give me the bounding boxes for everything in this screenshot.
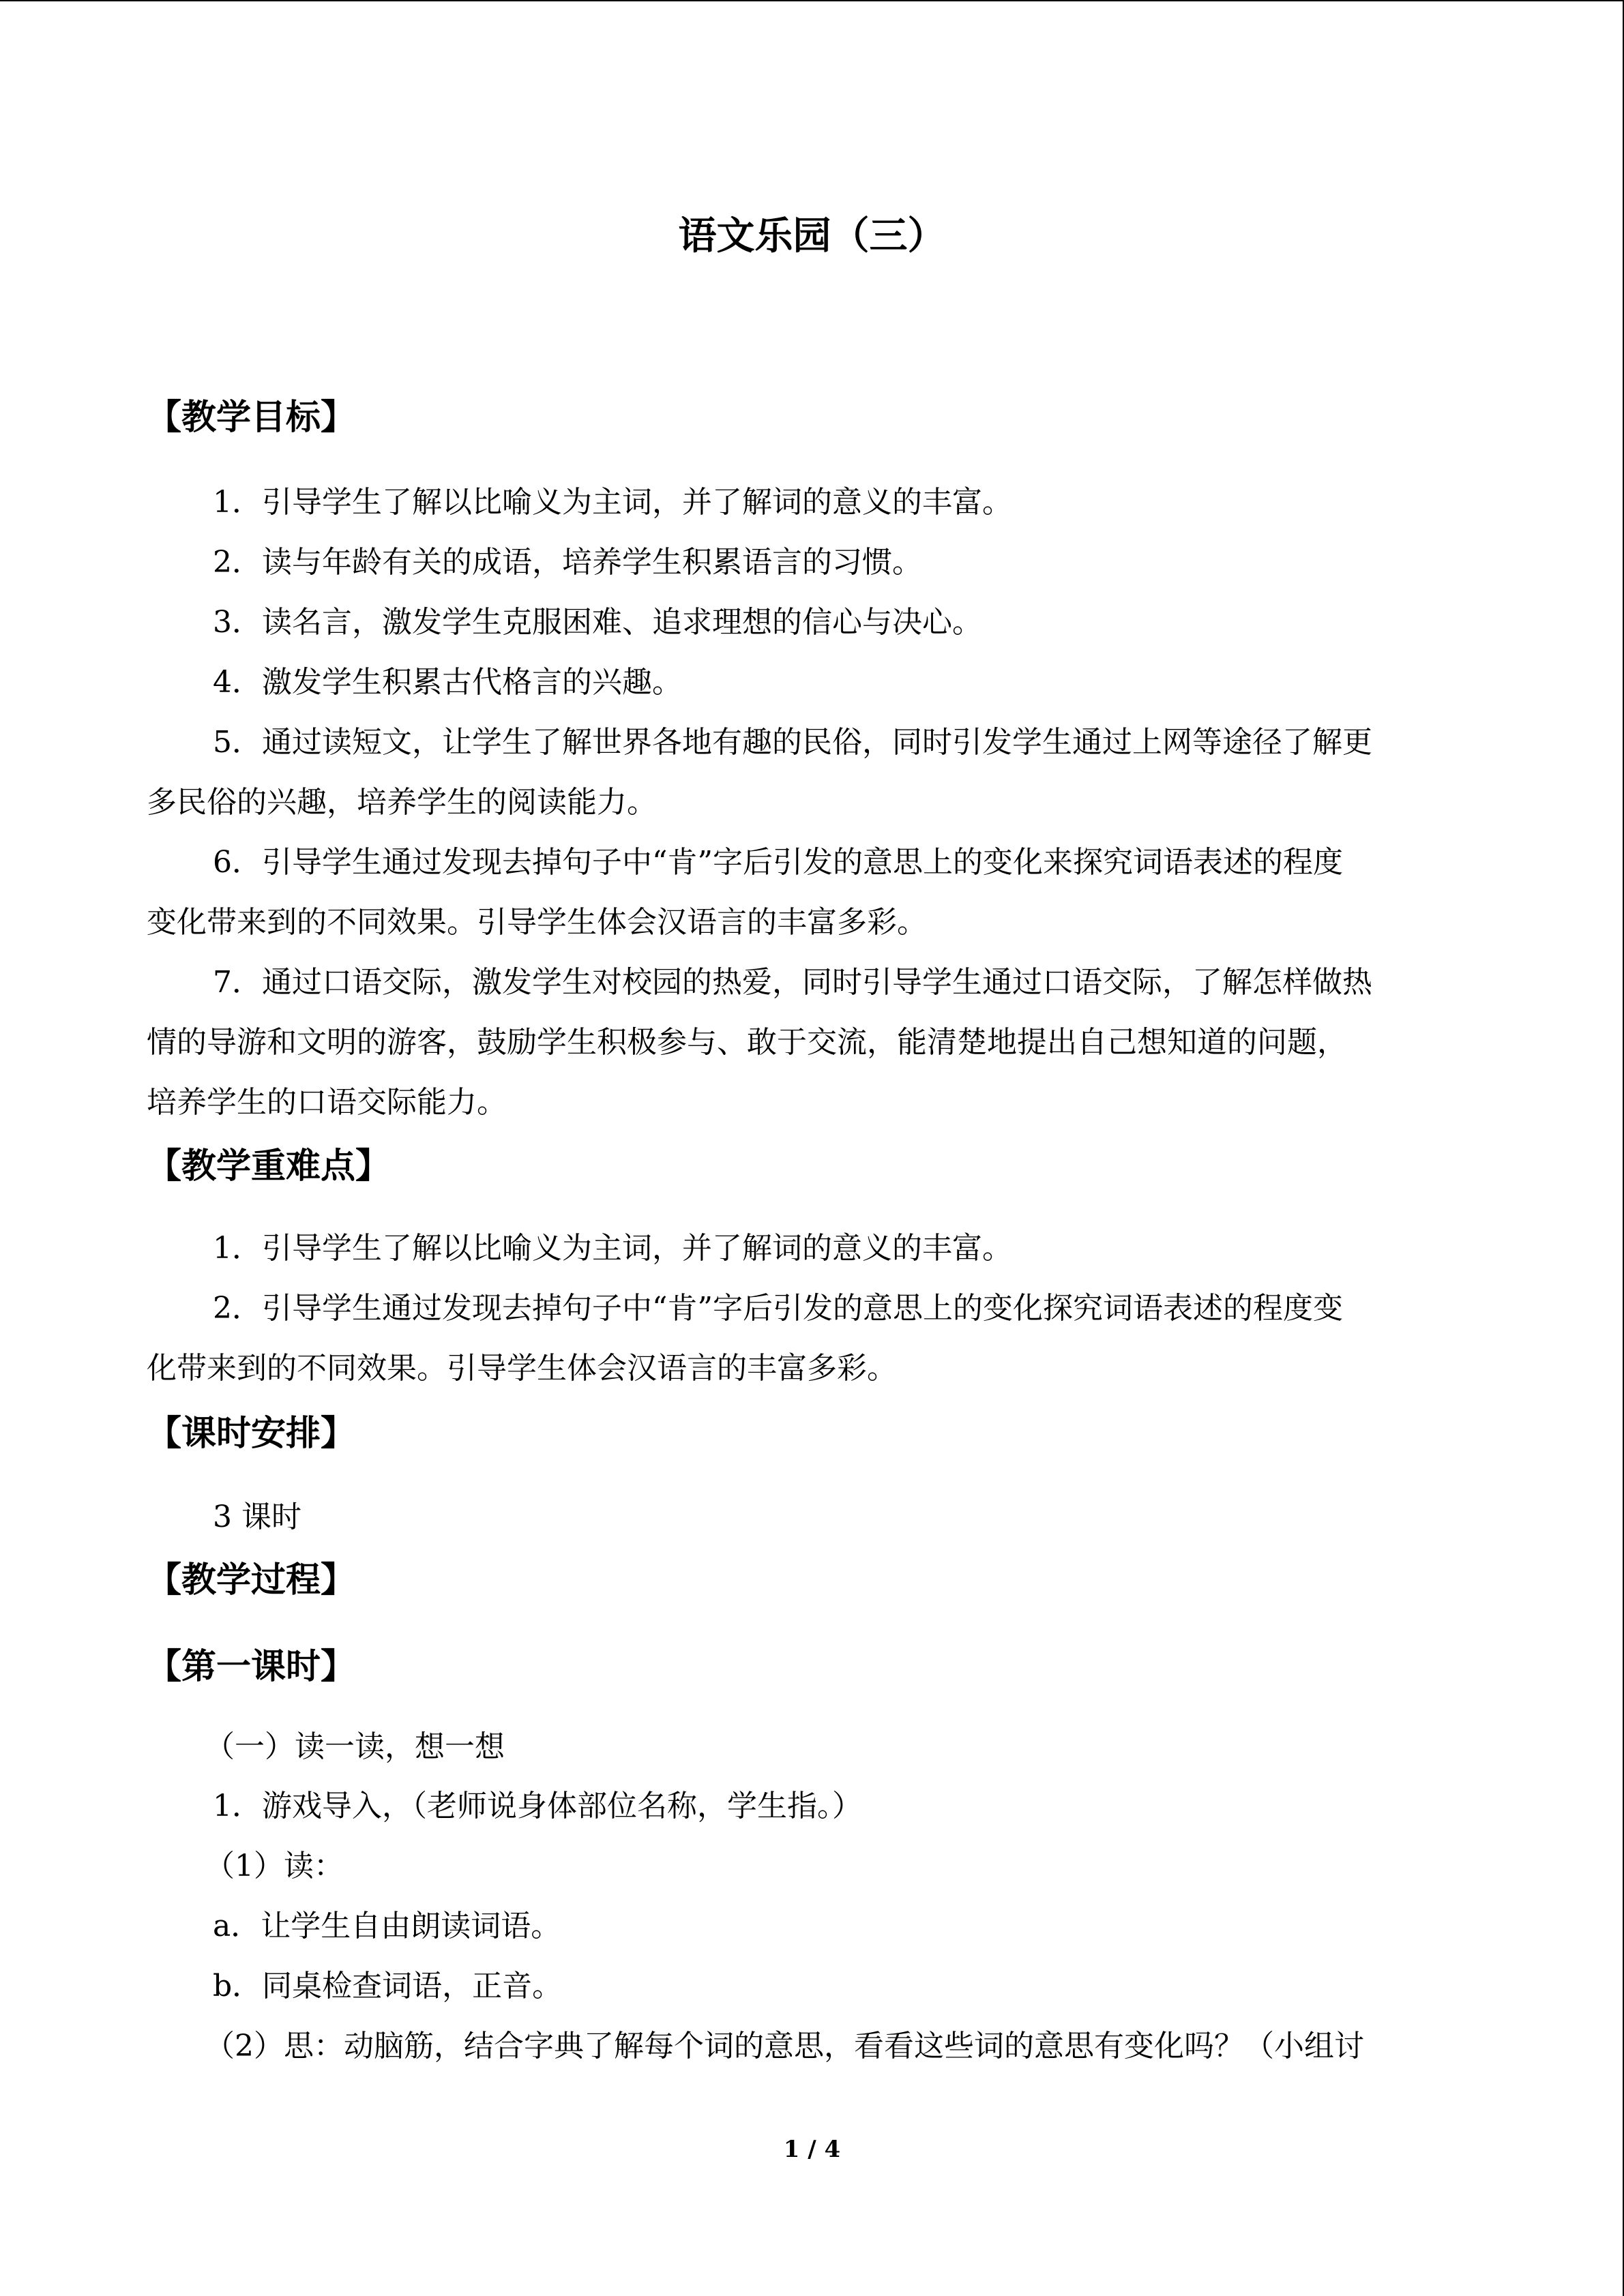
page-top-border (0, 0, 1624, 1)
lesson1-line-5: b．同桌检查词语，正音。 (213, 1969, 563, 2003)
key-point-line-2a: 2．引导学生通过发现去掉句子中“肯”字后引发的意思上的变化探究词语表述的程度变 (213, 1291, 1343, 1326)
lesson1-line-2: 1．游戏导入，（老师说身体部位名称，学生指。） (213, 1789, 862, 1823)
goal-line-7a: 7．通过口语交际，激发学生对校园的热爱，同时引导学生通过口语交际，了解怎样做热 (213, 965, 1372, 1000)
schedule-text: 3 课时 (213, 1500, 301, 1534)
goal-line-5b: 多民俗的兴趣，培养学生的阅读能力。 (147, 785, 657, 820)
page-number: 1 / 4 (783, 2136, 841, 2163)
lesson1-line-1: （一）读一读，想一想 (205, 1729, 505, 1764)
lesson1-line-3: （1）读： (205, 1849, 344, 1883)
goal-line-6b: 变化带来到的不同效果。引导学生体会汉语言的丰富多彩。 (147, 905, 927, 940)
page-title: 语文乐园（三） (678, 214, 946, 258)
lesson1-line-6: （2）思：动脑筋，结合字典了解每个词的意思，看看这些词的意思有变化吗？（小组讨 (205, 2029, 1364, 2063)
goal-line-7b: 情的导游和文明的游客，鼓励学生积极参与、敢于交流，能清楚地提出自己想知道的问题， (147, 1025, 1347, 1060)
heading-key-points: 【教学重难点】 (147, 1146, 391, 1187)
key-point-line-2b: 化带来到的不同效果。引导学生体会汉语言的丰富多彩。 (147, 1351, 897, 1386)
heading-lesson-1: 【第一课时】 (147, 1647, 356, 1687)
goal-line-2: 2．读与年龄有关的成语，培养学生积累语言的习惯。 (213, 545, 922, 580)
heading-teaching-goals: 【教学目标】 (147, 398, 356, 438)
goal-line-5a: 5．通过读短文，让学生了解世界各地有趣的民俗，同时引发学生通过上网等途径了解更 (213, 725, 1372, 760)
goal-line-6a: 6．引导学生通过发现去掉句子中“肯”字后引发的意思上的变化来探究词语表述的程度 (213, 845, 1343, 880)
heading-schedule: 【课时安排】 (147, 1414, 356, 1454)
heading-process: 【教学过程】 (147, 1560, 356, 1600)
goal-line-3: 3．读名言，激发学生克服困难、追求理想的信心与决心。 (213, 605, 982, 640)
lesson1-line-4: a．让学生自由朗读词语。 (213, 1909, 561, 1943)
goal-line-7c: 培养学生的口语交际能力。 (147, 1085, 507, 1120)
goal-line-1: 1．引导学生了解以比喻义为主词，并了解词的意义的丰富。 (213, 485, 1012, 520)
goal-line-4: 4．激发学生积累古代格言的兴趣。 (213, 665, 682, 700)
key-point-line-1: 1．引导学生了解以比喻义为主词，并了解词的意义的丰富。 (213, 1231, 1012, 1266)
